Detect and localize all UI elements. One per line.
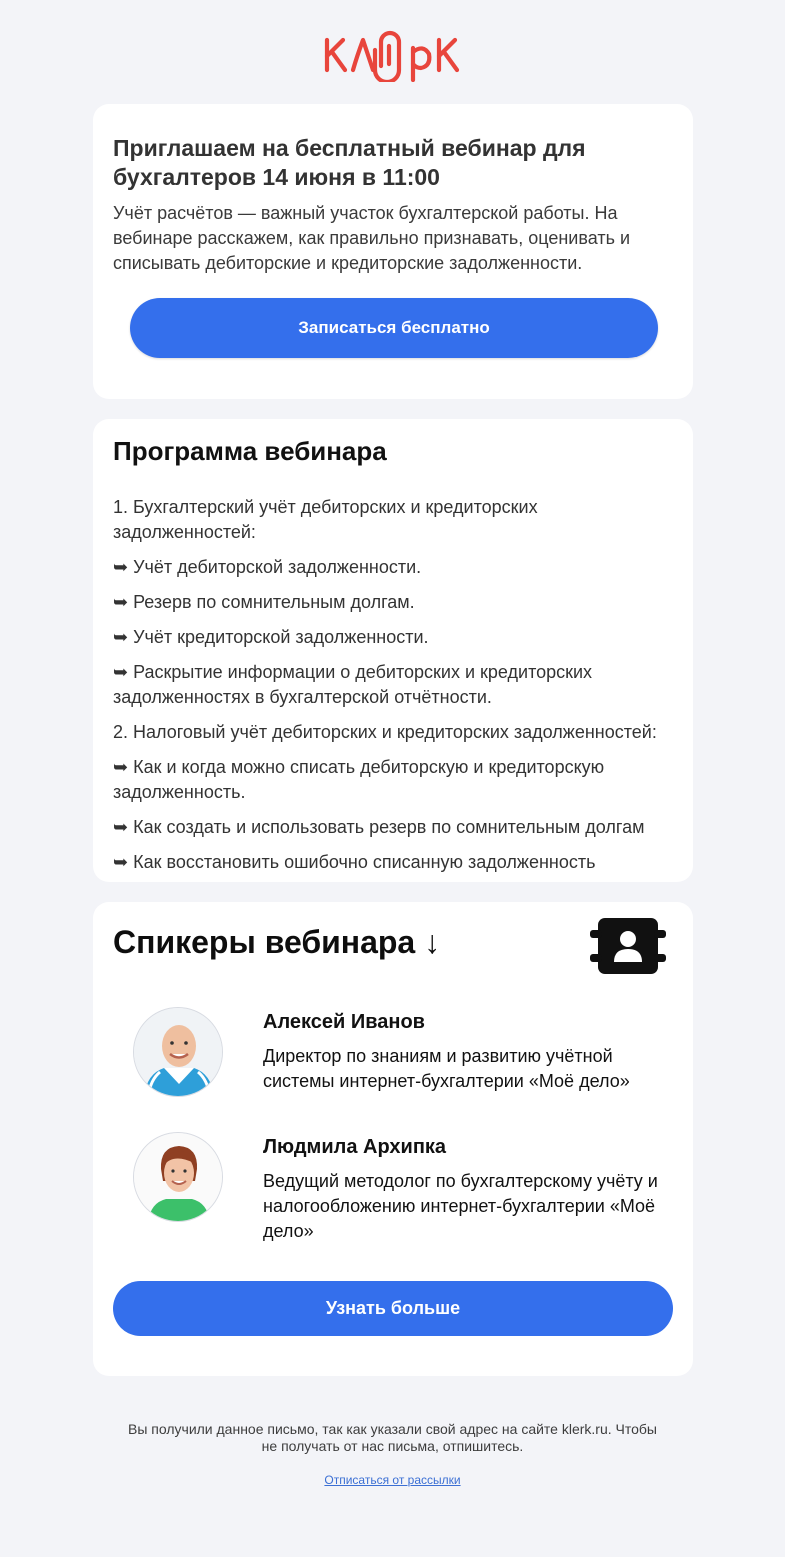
- program-card: [93, 419, 693, 882]
- invite-title: Приглашаем на бесплатный вебинар для бухгалтеров 14 июня в 11:00: [113, 135, 586, 190]
- program-item: ➥ Резерв по сомнительным долгам.: [113, 592, 415, 612]
- program-item: ➥ Как создать и использовать резерв по сомнительным долгам: [113, 817, 645, 837]
- klerk-logo-mark: [323, 26, 463, 82]
- program-item: ➥ Как и когда можно списать дебиторскую и кредиторскую задолженность.: [113, 757, 605, 802]
- speaker-name: Алексей Иванов: [263, 1011, 425, 1033]
- program-title: Программа вебинара: [113, 436, 387, 466]
- speaker-role: Ведущий методолог по бухгалтерскому учёту и налогообложению интернет-бухгалтерии «Моё дело»: [263, 1171, 658, 1241]
- contacts-icon: [590, 918, 666, 974]
- speaker-avatar: [133, 1132, 223, 1222]
- speakers-title: Спикеры вебинара ↓: [113, 924, 441, 960]
- speakers-card: [93, 902, 693, 1376]
- speaker-name: Людмила Архипка: [263, 1136, 447, 1158]
- program-item: ➥ Раскрытие информации о дебиторских и кредиторских задолженностях в бухгалтерской отчётности.: [113, 662, 593, 707]
- footer-note: Вы получили данное письмо, так как указали свой адрес на сайте klerk.ru. Чтобы не получать от нас письма, отпишитесь.: [128, 1421, 657, 1454]
- program-item: ➥ Учёт дебиторской задолженности.: [113, 557, 422, 577]
- klerk-logo[interactable]: [0, 26, 785, 82]
- program-item: ➥ Учёт кредиторской задолженности.: [113, 627, 429, 647]
- register-free-button[interactable]: Записаться бесплатно: [130, 298, 658, 358]
- speaker-avatar: [133, 1007, 223, 1097]
- program-item: 2. Налоговый учёт дебиторских и кредиторских задолженностей:: [113, 722, 657, 742]
- invite-card: [93, 104, 693, 399]
- learn-more-button[interactable]: Узнать больше: [113, 1281, 673, 1336]
- invite-text: Учёт расчётов — важный участок бухгалтерской работы. На вебинаре расскажем, как правильно признавать, оценивать и списывать дебиторские и кредиторские задолженности.: [113, 203, 631, 273]
- program-item: 1. Бухгалтерский учёт дебиторских и кредиторских задолженностей:: [113, 497, 538, 542]
- unsubscribe-link[interactable]: Отписаться от рассылки: [324, 1473, 461, 1487]
- unsubscribe-row: [0, 1471, 785, 1489]
- speaker-role: Директор по знаниям и развитию учётной системы интернет-бухгалтерии «Моё дело»: [263, 1046, 630, 1091]
- program-item: ➥ Как восстановить ошибочно списанную задолженность: [113, 852, 596, 872]
- program-list: [113, 495, 673, 882]
